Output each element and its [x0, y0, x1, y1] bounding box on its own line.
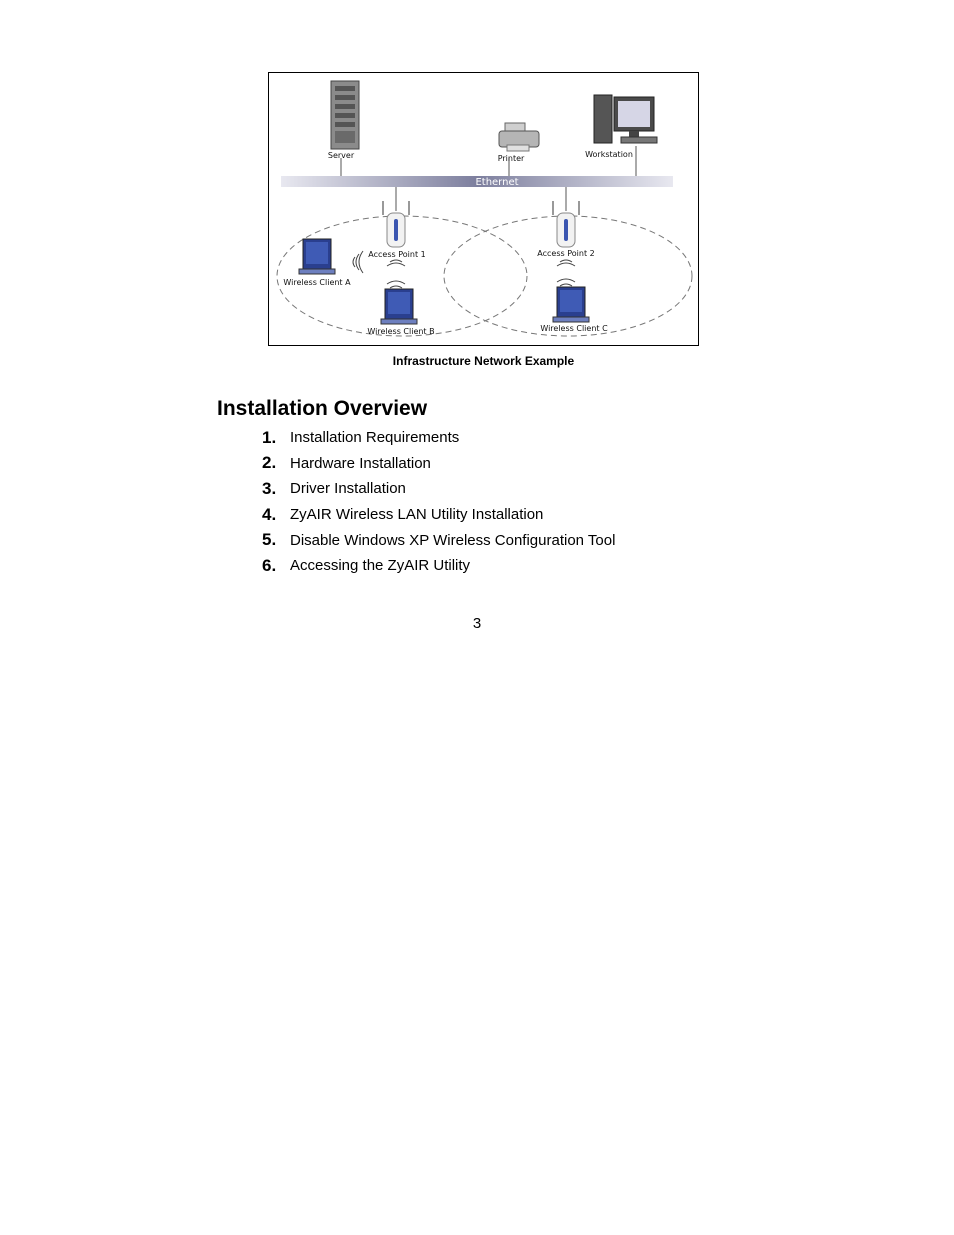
step-label: ZyAIR Wireless LAN Utility Installation [290, 506, 544, 524]
server-icon [331, 81, 359, 149]
printer-icon [499, 123, 539, 151]
laptop-icon [381, 289, 417, 324]
step-number: 2. [262, 453, 277, 473]
workstation-label: Workstation [585, 150, 633, 159]
wireless-client-c-label: Wireless Client C [540, 324, 608, 333]
access-point-2-label: Access Point 2 [537, 249, 595, 258]
list-item [262, 527, 615, 553]
step-label: Disable Windows XP Wireless Configuration Tool [290, 531, 616, 549]
network-diagram-svg [269, 73, 698, 345]
access-point-1-label: Access Point 1 [368, 250, 426, 259]
step-number: 6. [262, 555, 277, 575]
section-title: Installation Overview [217, 397, 428, 420]
step-label: Driver Installation [290, 480, 406, 498]
list-item [262, 451, 615, 477]
installation-steps-list [262, 425, 615, 579]
list-item [262, 553, 615, 579]
list-item [262, 476, 615, 502]
list-item [262, 425, 615, 451]
step-number: 5. [262, 530, 277, 550]
figure-caption: Infrastructure Network Example [392, 354, 575, 368]
laptop-icon [553, 287, 589, 322]
step-number: 4. [262, 504, 277, 524]
server-label: Server [327, 151, 355, 160]
step-number: 1. [262, 427, 277, 447]
step-label: Hardware Installation [290, 454, 431, 472]
wireless-client-a-label: Wireless Client A [283, 278, 351, 287]
step-number: 3. [262, 478, 277, 498]
workstation-icon [594, 95, 657, 143]
printer-label: Printer [497, 154, 525, 163]
ethernet-label: Ethernet [475, 177, 519, 188]
list-item [262, 502, 615, 528]
network-diagram [268, 72, 699, 346]
laptop-icon [299, 239, 335, 274]
wireless-client-b-label: Wireless Client B [367, 327, 435, 336]
page-number: 3 [472, 615, 482, 632]
step-label: Installation Requirements [290, 429, 460, 447]
step-label: Accessing the ZyAIR Utility [290, 557, 471, 575]
